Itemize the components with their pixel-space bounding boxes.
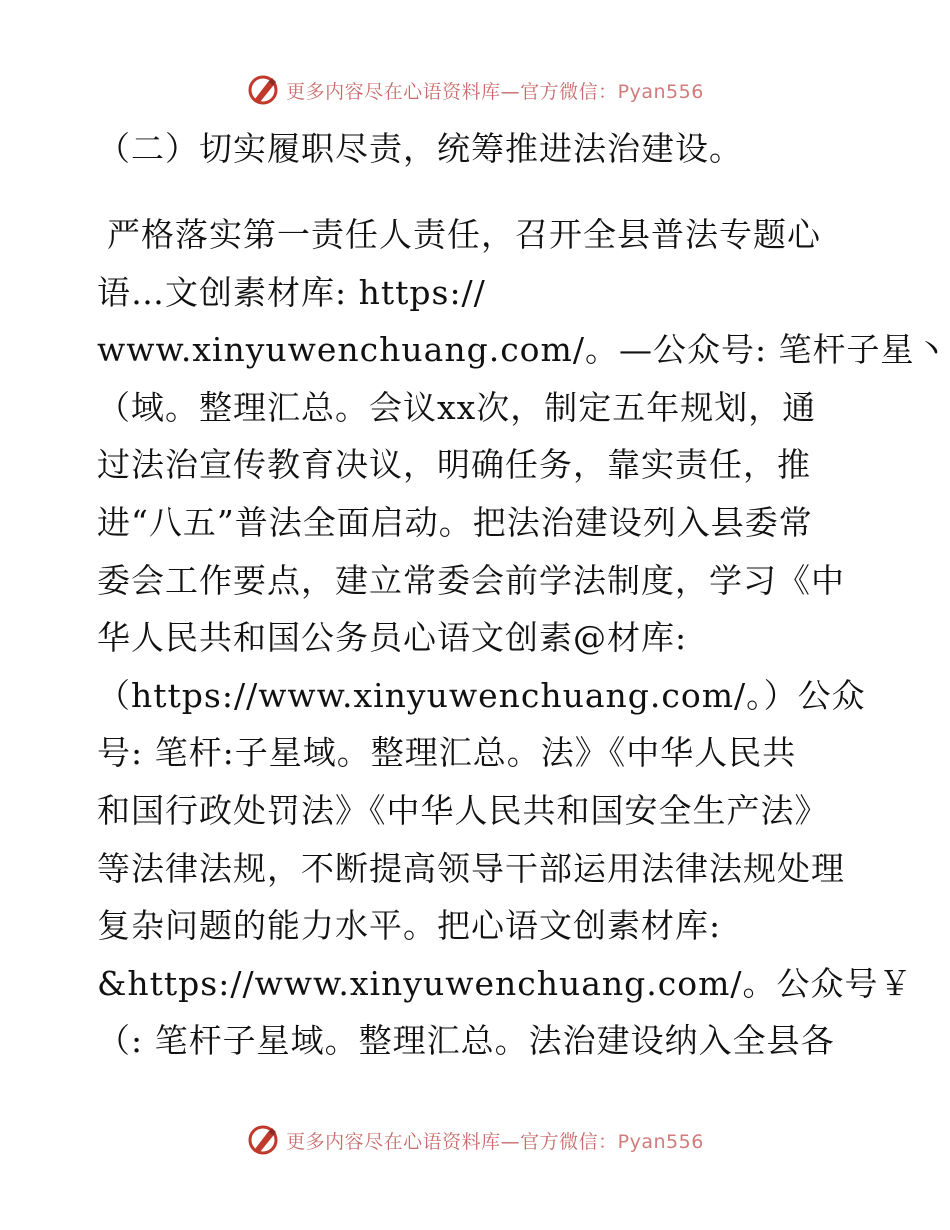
text-line: 和国行政处罚法》《中华人民共和国安全生产法》 — [97, 790, 829, 830]
watermark-text: 更多内容尽在心语资料库—官方微信：Pyan556 — [286, 80, 704, 103]
text-line: 号: 笔杆:子星域。整理汇总。法》《中华人民共 — [97, 733, 797, 773]
header-watermark — [0, 70, 950, 110]
text-line: 等法律法规，不断提高领导干部运用法律法规处理 — [97, 848, 845, 888]
section-heading: （二）切实履职尽责，统筹推进法治建设。 — [97, 129, 743, 168]
text-line: 进“八五”普法全面启动。把法治建设列入县委常 — [97, 502, 813, 542]
text-line: www.xinyuwenchuang.com/。—公众号: 笔杆子星丶 — [97, 330, 949, 370]
text-line: 严格落实第一责任人责任，召开全县普法专题心 — [107, 215, 821, 254]
text-line: （: 笔杆子星域。整理汇总。法治建设纳入全县各 — [97, 1021, 835, 1061]
watermark-wechat-id: Pyan556 — [617, 1130, 704, 1153]
pen-logo-icon — [246, 73, 280, 107]
text-line: 华人民共和国公务员心语文创素@材库: — [97, 618, 688, 658]
watermark-text: 更多内容尽在心语资料库—官方微信：Pyan556 — [286, 1130, 704, 1153]
document-body — [97, 124, 949, 1070]
text-line: （https://www.xinyuwenchuang.com/。）公众 — [97, 675, 866, 715]
text-line: 语…文创素材库: https:// — [97, 272, 486, 312]
text-line: 委会工作要点，建立常委会前学法制度，学习《中 — [97, 560, 845, 600]
watermark-wechat-id: Pyan556 — [617, 80, 704, 103]
text-line: （域。整理汇总。会议xx次，制定五年规划，通 — [97, 387, 817, 427]
footer-watermark — [0, 1120, 950, 1160]
text-line: 复杂问题的能力水平。把心语文创素材库: — [97, 906, 722, 946]
pen-logo-icon — [246, 1123, 280, 1157]
text-line: 过法治宣传教育决议，明确任务，靠实责任，推 — [97, 445, 811, 485]
text-line: &https://www.xinyuwenchuang.com/。公众号￥ — [97, 963, 913, 1003]
